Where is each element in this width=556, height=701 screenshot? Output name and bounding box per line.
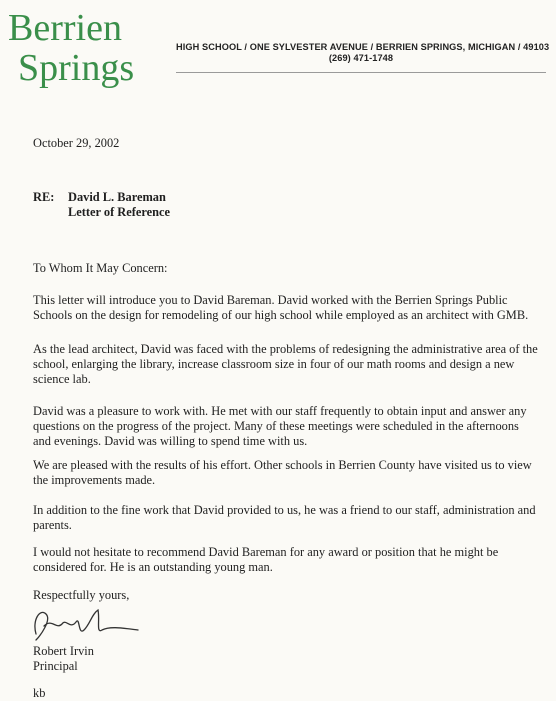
logo-line-springs: Springs — [18, 47, 135, 89]
logo-line-berrien: Berrien — [8, 7, 122, 49]
re-subject — [68, 190, 170, 220]
signer-name: Robert Irvin — [33, 644, 94, 658]
closing: Respectfully yours, — [33, 588, 130, 602]
re-line-subject: Letter of Reference — [68, 205, 171, 219]
letterhead-rule — [176, 72, 546, 73]
letterhead-phone: (269) 471-1748 — [328, 53, 394, 63]
paragraph-2: As the lead architect, David was faced with the problems of redesigning the administrative area of the school, enlarging the library, increase classroom size in four of our math rooms and design a new science lab. — [33, 342, 538, 386]
typist-initials: kb — [33, 686, 46, 700]
signature — [26, 600, 146, 648]
paragraph-1: This letter will introduce you to David Bareman. David worked with the Berrien Springs Public Schools on the design for remodeling of our high school while employed as an architect with GMB. — [33, 293, 529, 322]
paragraph-3: David was a pleasure to work with. He met with our staff frequently to obtain input and answer any questions on the progress of the project. Many of these meetings were scheduled in the afternoons and evenings. David was willing to spend time with us. — [33, 404, 527, 448]
re-label: RE: — [33, 190, 55, 204]
signer-title: Principal — [33, 659, 78, 673]
letter-date: October 29, 2002 — [33, 136, 120, 150]
letterhead-address: HIGH SCHOOL / ONE SYLVESTER AVENUE / BERRIEN SPRINGS, MICHIGAN / 49103 — [176, 42, 550, 52]
re-line-name: David L. Bareman — [68, 190, 166, 204]
paragraph-5: In addition to the fine work that David provided to us, he was a friend to our staff, administration and parents. — [33, 503, 536, 532]
school-logo — [6, 4, 156, 90]
letterhead-text — [176, 42, 550, 63]
paragraph-4: We are pleased with the results of his effort. Other schools in Berrien County have visited us to view the improvements made. — [33, 458, 532, 487]
salutation: To Whom It May Concern: — [33, 261, 168, 275]
paragraph-6: I would not hesitate to recommend David Bareman for any award or position that he might be considered for. He is an outstanding young man. — [33, 545, 499, 574]
berrien-springs-logo — [6, 4, 156, 90]
